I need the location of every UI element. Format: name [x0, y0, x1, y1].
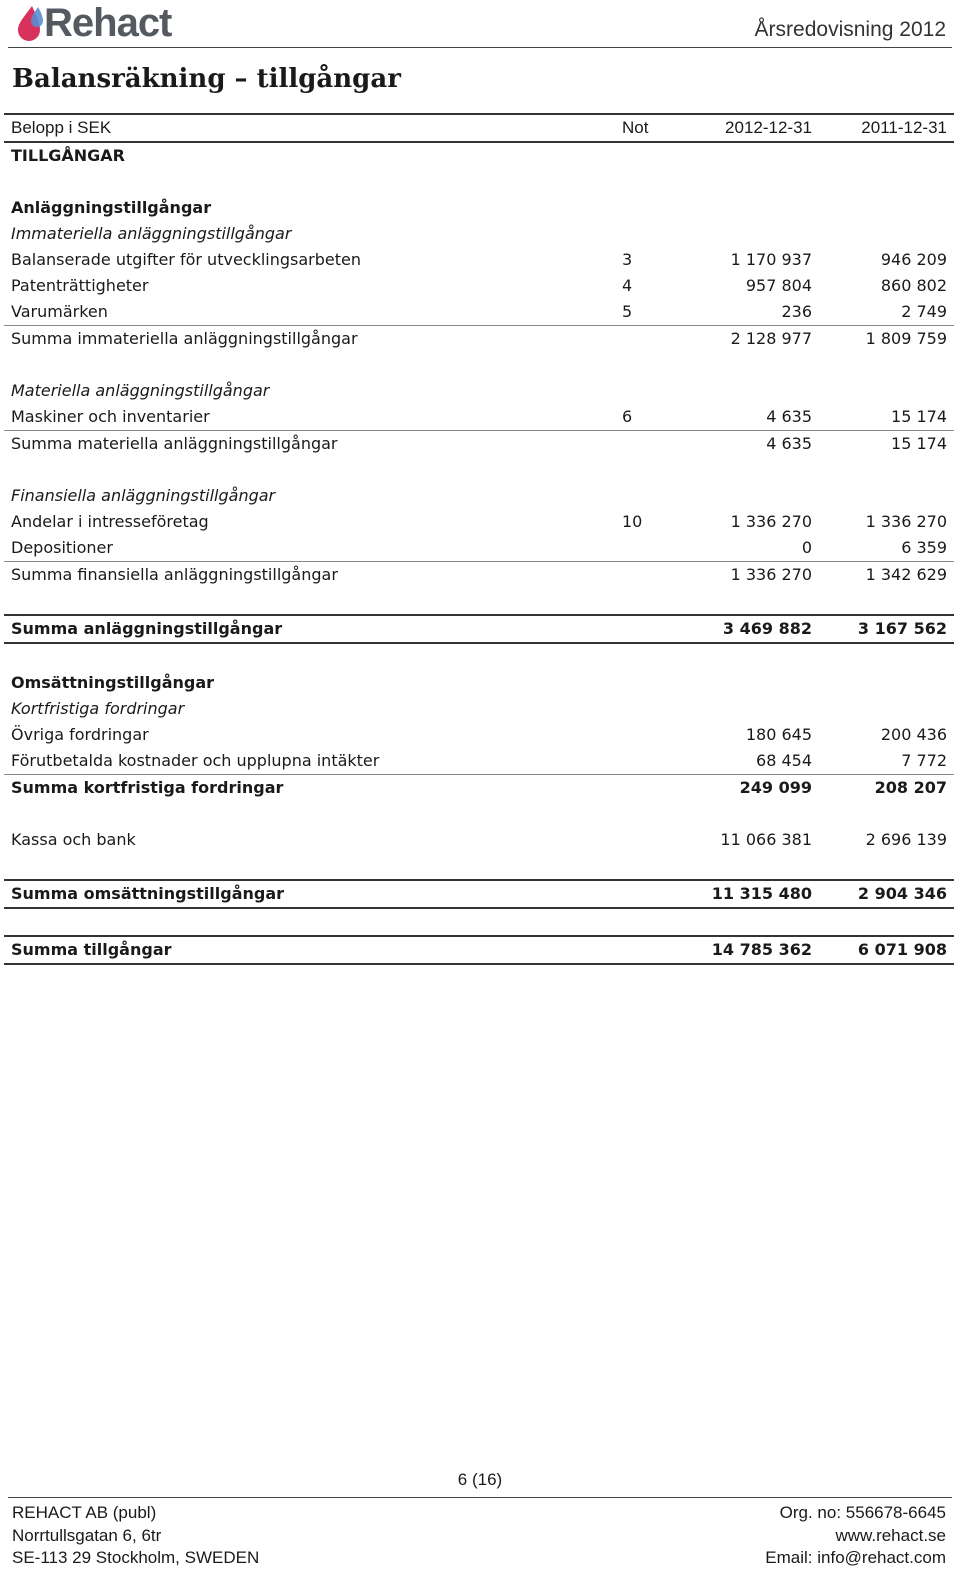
- row-value-2011: 946 209: [880, 250, 947, 269]
- row-note: 6: [622, 407, 633, 426]
- row-value-2012: 11 315 480: [670, 880, 819, 908]
- balance-sheet-table: [4, 113, 954, 965]
- page-header: [0, 0, 960, 50]
- row-label: Summa omsättningstillgångar: [4, 880, 594, 908]
- table-row: [4, 247, 954, 273]
- row-value-2011: 15 174: [891, 407, 947, 426]
- footer-web-link[interactable]: www.rehact.se: [835, 1525, 946, 1545]
- row-value-2012: 249 099: [670, 775, 819, 802]
- row-note: 3: [622, 250, 633, 269]
- row-value-2012: 236: [781, 302, 812, 321]
- footer-org-no: Org. no: 556678-6645: [779, 1503, 946, 1522]
- row-label: Övriga fordringar: [11, 725, 149, 744]
- table-row: [4, 535, 954, 562]
- subtotal-row: [4, 775, 954, 802]
- row-note: 4: [622, 276, 633, 295]
- col-2012-header: 2012-12-31: [670, 114, 819, 142]
- row-label: Depositioner: [11, 538, 113, 557]
- row-value-2011: 7 772: [901, 751, 947, 770]
- row-label: Balanserade utgifter för utvecklingsarbeten: [11, 250, 362, 269]
- row-value-2011: 2 696 139: [865, 830, 947, 849]
- row-label: Summa anläggningstillgångar: [4, 615, 594, 643]
- row-value-2011: 1 342 629: [819, 562, 954, 589]
- subgroup-heading-row: [4, 696, 954, 722]
- row-note: 5: [622, 302, 633, 321]
- group-heading: Anläggningstillgångar: [11, 198, 212, 217]
- row-label: Förutbetalda kostnader och upplupna intäkter: [11, 751, 380, 770]
- footer-email-link[interactable]: Email: info@rehact.com: [765, 1548, 946, 1567]
- subtotal-row: [4, 326, 954, 353]
- row-label: Summa immateriella anläggningstillgångar: [4, 326, 594, 353]
- grand-total-row: [4, 936, 954, 964]
- row-value-2011: 6 071 908: [819, 936, 954, 964]
- logo-text: Rehact: [44, 1, 172, 45]
- footer-city: SE-113 29 Stockholm, SWEDEN: [12, 1548, 260, 1567]
- company-logo: [10, 2, 171, 44]
- subgroup-heading: Kortfristiga fordringar: [11, 699, 185, 718]
- col-not-header: Not: [594, 114, 670, 142]
- col-2011-header: 2011-12-31: [819, 114, 954, 142]
- row-value-2012: 4 635: [766, 407, 812, 426]
- row-value-2011: 6 359: [901, 538, 947, 557]
- subtotal-row: [4, 562, 954, 589]
- footer-street: Norrtullsgatan 6, 6tr: [12, 1525, 162, 1545]
- group-heading-row: [4, 670, 954, 696]
- row-note: 10: [622, 512, 643, 531]
- subgroup-heading-row: [4, 378, 954, 404]
- table-row: [4, 827, 954, 853]
- row-value-2012: 1 336 270: [670, 562, 819, 589]
- subgroup-heading: Immateriella anläggningstillgångar: [11, 224, 292, 243]
- report-title: Årsredovisning 2012: [754, 18, 946, 41]
- row-value-2011: 3 167 562: [819, 615, 954, 643]
- page-number: 6 (16): [457, 1470, 503, 1489]
- row-value-2012: 4 635: [670, 431, 819, 458]
- row-label: Varumärken: [11, 302, 108, 321]
- subgroup-heading: Materiella anläggningstillgångar: [11, 381, 270, 400]
- total-row: [4, 615, 954, 643]
- table-row: [4, 404, 954, 431]
- row-value-2012: 3 469 882: [670, 615, 819, 643]
- table-row: [4, 299, 954, 326]
- table-row: [4, 748, 954, 775]
- row-value-2012: 180 645: [745, 725, 812, 744]
- row-label: Maskiner och inventarier: [11, 407, 210, 426]
- footer-divider: [8, 1497, 952, 1498]
- subgroup-heading-row: [4, 483, 954, 509]
- section-heading: TILLGÅNGAR: [11, 146, 125, 165]
- row-label: Kassa och bank: [11, 830, 136, 849]
- row-label: Andelar i intresseföretag: [11, 512, 209, 531]
- row-value-2011: 15 174: [819, 431, 954, 458]
- footer-address: [12, 1502, 259, 1570]
- row-value-2012: 957 804: [745, 276, 812, 295]
- header-divider: [8, 47, 952, 48]
- row-label: Summa tillgångar: [4, 936, 594, 964]
- row-label: Summa kortfristiga fordringar: [4, 775, 594, 802]
- subtotal-row: [4, 431, 954, 458]
- row-value-2011: 2 904 346: [819, 880, 954, 908]
- row-value-2012: 0: [801, 538, 812, 557]
- row-value-2012: 1 170 937: [730, 250, 812, 269]
- subgroup-heading-row: [4, 221, 954, 247]
- group-heading: Omsättningstillgångar: [11, 673, 215, 692]
- row-value-2012: 1 336 270: [730, 512, 812, 531]
- row-value-2011: 200 436: [880, 725, 947, 744]
- row-value-2012: 68 454: [756, 751, 812, 770]
- column-header-row: [4, 114, 954, 142]
- table-row: [4, 509, 954, 535]
- subgroup-heading: Finansiella anläggningstillgångar: [11, 486, 276, 505]
- footer-company: REHACT AB (publ): [12, 1503, 157, 1522]
- page-title: Balansräkning – tillgångar: [12, 64, 401, 94]
- section-heading-row: [4, 142, 954, 169]
- row-label: Patenträttigheter: [11, 276, 149, 295]
- row-value-2012: 14 785 362: [670, 936, 819, 964]
- table-row: [4, 722, 954, 748]
- col-label-header: Belopp i SEK: [4, 114, 594, 142]
- row-value-2011: 1 809 759: [819, 326, 954, 353]
- row-label: Summa finansiella anläggningstillgångar: [4, 562, 594, 589]
- row-value-2011: 208 207: [819, 775, 954, 802]
- row-value-2011: 2 749: [901, 302, 947, 321]
- row-label: Summa materiella anläggningstillgångar: [4, 431, 594, 458]
- group-heading-row: [4, 195, 954, 221]
- footer-contact: [765, 1502, 946, 1570]
- table-row: [4, 273, 954, 299]
- row-value-2012: 2 128 977: [670, 326, 819, 353]
- total-row: [4, 880, 954, 908]
- row-value-2012: 11 066 381: [720, 830, 812, 849]
- row-value-2011: 1 336 270: [865, 512, 947, 531]
- row-value-2011: 860 802: [880, 276, 947, 295]
